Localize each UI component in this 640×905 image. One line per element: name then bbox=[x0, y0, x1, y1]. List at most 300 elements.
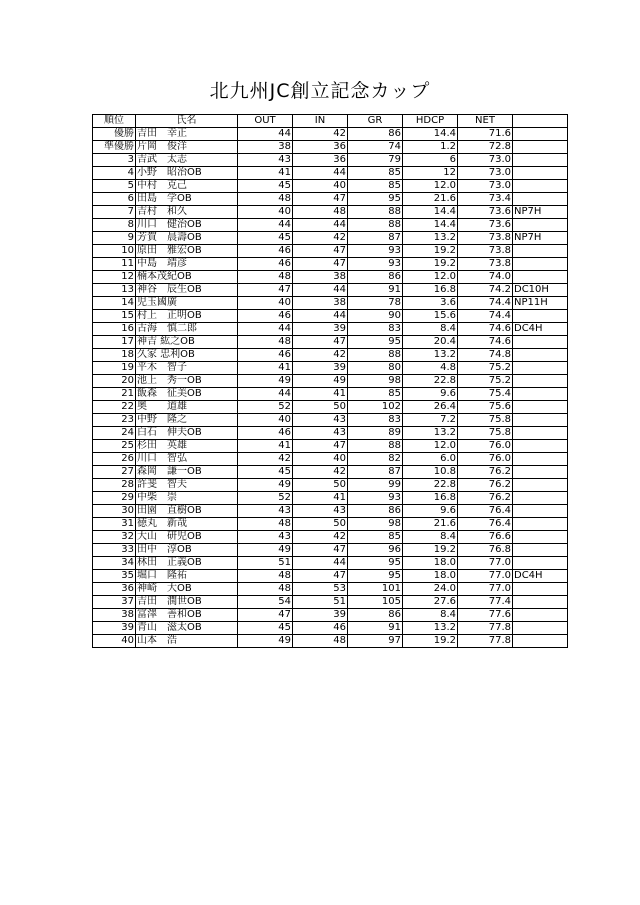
out-cell: 45 bbox=[238, 466, 293, 479]
hdcp-cell: 10.8 bbox=[403, 466, 458, 479]
in-cell: 43 bbox=[293, 427, 348, 440]
note-cell bbox=[513, 310, 568, 323]
gross-cell: 85 bbox=[348, 167, 403, 180]
name-cell: 許斐 智夫 bbox=[136, 479, 238, 492]
in-cell: 42 bbox=[293, 466, 348, 479]
table-row bbox=[93, 323, 568, 336]
gross-cell: 95 bbox=[348, 336, 403, 349]
in-cell: 38 bbox=[293, 271, 348, 284]
in-cell: 39 bbox=[293, 362, 348, 375]
in-cell: 48 bbox=[293, 206, 348, 219]
hdcp-cell: 16.8 bbox=[403, 492, 458, 505]
in-cell: 39 bbox=[293, 323, 348, 336]
gross-cell: 86 bbox=[348, 271, 403, 284]
rank-cell: 優勝 bbox=[93, 128, 136, 141]
net-cell: 76.0 bbox=[458, 453, 513, 466]
rank-cell: 14 bbox=[93, 297, 136, 310]
hdcp-cell: 14.4 bbox=[403, 219, 458, 232]
net-cell: 75.8 bbox=[458, 427, 513, 440]
net-cell: 74.0 bbox=[458, 271, 513, 284]
rank-cell: 9 bbox=[93, 232, 136, 245]
hdcp-cell: 13.2 bbox=[403, 349, 458, 362]
out-cell: 46 bbox=[238, 310, 293, 323]
in-cell: 47 bbox=[293, 570, 348, 583]
note-cell bbox=[513, 479, 568, 492]
gross-cell: 82 bbox=[348, 453, 403, 466]
net-cell: 73.0 bbox=[458, 180, 513, 193]
table-row bbox=[93, 362, 568, 375]
table-row bbox=[93, 180, 568, 193]
header-net: NET bbox=[458, 115, 513, 128]
gross-cell: 88 bbox=[348, 349, 403, 362]
hdcp-cell: 9.6 bbox=[403, 388, 458, 401]
table-row bbox=[93, 167, 568, 180]
rank-cell: 28 bbox=[93, 479, 136, 492]
in-cell: 36 bbox=[293, 154, 348, 167]
name-cell: 古海 慎二郎 bbox=[136, 323, 238, 336]
hdcp-cell: 19.2 bbox=[403, 258, 458, 271]
net-cell: 74.6 bbox=[458, 336, 513, 349]
rank-cell: 8 bbox=[93, 219, 136, 232]
net-cell: 74.8 bbox=[458, 349, 513, 362]
hdcp-cell: 16.8 bbox=[403, 284, 458, 297]
hdcp-cell: 8.4 bbox=[403, 609, 458, 622]
rank-cell: 準優勝 bbox=[93, 141, 136, 154]
out-cell: 45 bbox=[238, 232, 293, 245]
rank-cell: 33 bbox=[93, 544, 136, 557]
note-cell bbox=[513, 401, 568, 414]
table-row bbox=[93, 531, 568, 544]
note-cell: DC4H bbox=[513, 323, 568, 336]
in-cell: 40 bbox=[293, 180, 348, 193]
in-cell: 42 bbox=[293, 349, 348, 362]
in-cell: 36 bbox=[293, 141, 348, 154]
note-cell bbox=[513, 635, 568, 648]
name-cell: 大山 研児OB bbox=[136, 531, 238, 544]
note-cell bbox=[513, 258, 568, 271]
name-cell: 久家 忠利OB bbox=[136, 349, 238, 362]
out-cell: 40 bbox=[238, 297, 293, 310]
out-cell: 47 bbox=[238, 609, 293, 622]
gross-cell: 98 bbox=[348, 375, 403, 388]
header-in: IN bbox=[293, 115, 348, 128]
out-cell: 48 bbox=[238, 336, 293, 349]
hdcp-cell: 18.0 bbox=[403, 570, 458, 583]
name-cell: 平木 智子 bbox=[136, 362, 238, 375]
note-cell bbox=[513, 440, 568, 453]
table-row bbox=[93, 128, 568, 141]
name-cell: 吉村 和久 bbox=[136, 206, 238, 219]
gross-cell: 88 bbox=[348, 219, 403, 232]
name-cell: 山本 浩 bbox=[136, 635, 238, 648]
name-cell: 楠本茂紀OB bbox=[136, 271, 238, 284]
in-cell: 44 bbox=[293, 219, 348, 232]
header-note bbox=[513, 115, 568, 128]
name-cell: 田島 学OB bbox=[136, 193, 238, 206]
net-cell: 74.6 bbox=[458, 323, 513, 336]
rank-cell: 37 bbox=[93, 596, 136, 609]
net-cell: 73.8 bbox=[458, 258, 513, 271]
out-cell: 43 bbox=[238, 505, 293, 518]
hdcp-cell: 8.4 bbox=[403, 323, 458, 336]
rank-cell: 39 bbox=[93, 622, 136, 635]
table-row bbox=[93, 596, 568, 609]
name-cell: 徳丸 新哉 bbox=[136, 518, 238, 531]
in-cell: 47 bbox=[293, 544, 348, 557]
name-cell: 吉田 潤世OB bbox=[136, 596, 238, 609]
hdcp-cell: 3.6 bbox=[403, 297, 458, 310]
hdcp-cell: 7.2 bbox=[403, 414, 458, 427]
gross-cell: 90 bbox=[348, 310, 403, 323]
out-cell: 46 bbox=[238, 427, 293, 440]
in-cell: 48 bbox=[293, 635, 348, 648]
header-row bbox=[93, 115, 568, 128]
note-cell bbox=[513, 518, 568, 531]
net-cell: 73.8 bbox=[458, 245, 513, 258]
in-cell: 43 bbox=[293, 505, 348, 518]
net-cell: 74.2 bbox=[458, 284, 513, 297]
note-cell bbox=[513, 154, 568, 167]
net-cell: 76.2 bbox=[458, 479, 513, 492]
note-cell bbox=[513, 453, 568, 466]
name-cell: 富澤 善和OB bbox=[136, 609, 238, 622]
name-cell: 杉田 英雄 bbox=[136, 440, 238, 453]
net-cell: 74.4 bbox=[458, 310, 513, 323]
results-body bbox=[93, 128, 568, 648]
note-cell bbox=[513, 557, 568, 570]
gross-cell: 88 bbox=[348, 206, 403, 219]
hdcp-cell: 18.0 bbox=[403, 557, 458, 570]
net-cell: 73.4 bbox=[458, 193, 513, 206]
net-cell: 77.0 bbox=[458, 557, 513, 570]
out-cell: 49 bbox=[238, 635, 293, 648]
name-cell: 村上 正明OB bbox=[136, 310, 238, 323]
hdcp-cell: 13.2 bbox=[403, 232, 458, 245]
header-out: OUT bbox=[238, 115, 293, 128]
document-title: 北九州JC創立記念カップ bbox=[209, 80, 431, 102]
gross-cell: 91 bbox=[348, 284, 403, 297]
out-cell: 41 bbox=[238, 167, 293, 180]
net-cell: 76.2 bbox=[458, 466, 513, 479]
gross-cell: 93 bbox=[348, 492, 403, 505]
in-cell: 39 bbox=[293, 609, 348, 622]
note-cell: NP7H bbox=[513, 232, 568, 245]
out-cell: 46 bbox=[238, 258, 293, 271]
net-cell: 77.0 bbox=[458, 583, 513, 596]
name-cell: 原田 雅宏OB bbox=[136, 245, 238, 258]
table-row bbox=[93, 544, 568, 557]
out-cell: 38 bbox=[238, 141, 293, 154]
header-name: 氏名 bbox=[136, 115, 238, 128]
name-cell: 中野 隆之 bbox=[136, 414, 238, 427]
gross-cell: 99 bbox=[348, 479, 403, 492]
gross-cell: 95 bbox=[348, 557, 403, 570]
out-cell: 49 bbox=[238, 544, 293, 557]
out-cell: 47 bbox=[238, 284, 293, 297]
note-cell bbox=[513, 219, 568, 232]
note-cell bbox=[513, 609, 568, 622]
hdcp-cell: 14.4 bbox=[403, 128, 458, 141]
in-cell: 44 bbox=[293, 557, 348, 570]
name-cell: 堀口 隆祐 bbox=[136, 570, 238, 583]
out-cell: 46 bbox=[238, 349, 293, 362]
net-cell: 73.6 bbox=[458, 206, 513, 219]
in-cell: 42 bbox=[293, 128, 348, 141]
name-cell: 池上 秀一OB bbox=[136, 375, 238, 388]
out-cell: 48 bbox=[238, 271, 293, 284]
name-cell: 林田 正義OB bbox=[136, 557, 238, 570]
gross-cell: 80 bbox=[348, 362, 403, 375]
note-cell bbox=[513, 622, 568, 635]
rank-cell: 38 bbox=[93, 609, 136, 622]
note-cell bbox=[513, 245, 568, 258]
rank-cell: 13 bbox=[93, 284, 136, 297]
out-cell: 54 bbox=[238, 596, 293, 609]
table-row bbox=[93, 388, 568, 401]
hdcp-cell: 12.0 bbox=[403, 180, 458, 193]
header-rank: 順位 bbox=[93, 115, 136, 128]
hdcp-cell: 19.2 bbox=[403, 245, 458, 258]
name-cell: 神吉 紘之OB bbox=[136, 336, 238, 349]
rank-cell: 23 bbox=[93, 414, 136, 427]
rank-cell: 26 bbox=[93, 453, 136, 466]
gross-cell: 89 bbox=[348, 427, 403, 440]
net-cell: 76.0 bbox=[458, 440, 513, 453]
in-cell: 49 bbox=[293, 375, 348, 388]
rank-cell: 21 bbox=[93, 388, 136, 401]
gross-cell: 97 bbox=[348, 635, 403, 648]
gross-cell: 79 bbox=[348, 154, 403, 167]
gross-cell: 74 bbox=[348, 141, 403, 154]
hdcp-cell: 24.0 bbox=[403, 583, 458, 596]
note-cell bbox=[513, 336, 568, 349]
gross-cell: 83 bbox=[348, 414, 403, 427]
rank-cell: 32 bbox=[93, 531, 136, 544]
note-cell bbox=[513, 505, 568, 518]
out-cell: 43 bbox=[238, 154, 293, 167]
net-cell: 72.8 bbox=[458, 141, 513, 154]
in-cell: 41 bbox=[293, 388, 348, 401]
table-row bbox=[93, 635, 568, 648]
out-cell: 49 bbox=[238, 479, 293, 492]
name-cell: 芳賀 晨壽OB bbox=[136, 232, 238, 245]
out-cell: 44 bbox=[238, 388, 293, 401]
note-cell bbox=[513, 388, 568, 401]
in-cell: 47 bbox=[293, 258, 348, 271]
rank-cell: 18 bbox=[93, 349, 136, 362]
table-row bbox=[93, 245, 568, 258]
hdcp-cell: 8.4 bbox=[403, 531, 458, 544]
hdcp-cell: 13.2 bbox=[403, 427, 458, 440]
name-cell: 奥 道雄 bbox=[136, 401, 238, 414]
name-cell: 中柴 崇 bbox=[136, 492, 238, 505]
gross-cell: 85 bbox=[348, 531, 403, 544]
out-cell: 51 bbox=[238, 557, 293, 570]
out-cell: 52 bbox=[238, 492, 293, 505]
gross-cell: 95 bbox=[348, 193, 403, 206]
note-cell bbox=[513, 349, 568, 362]
net-cell: 73.0 bbox=[458, 167, 513, 180]
in-cell: 44 bbox=[293, 167, 348, 180]
gross-cell: 88 bbox=[348, 440, 403, 453]
in-cell: 46 bbox=[293, 622, 348, 635]
hdcp-cell: 6.0 bbox=[403, 453, 458, 466]
net-cell: 76.6 bbox=[458, 531, 513, 544]
note-cell bbox=[513, 180, 568, 193]
net-cell: 76.2 bbox=[458, 492, 513, 505]
name-cell: 田園 直樹OB bbox=[136, 505, 238, 518]
in-cell: 40 bbox=[293, 453, 348, 466]
note-cell bbox=[513, 362, 568, 375]
out-cell: 45 bbox=[238, 180, 293, 193]
net-cell: 73.0 bbox=[458, 154, 513, 167]
out-cell: 48 bbox=[238, 193, 293, 206]
note-cell bbox=[513, 141, 568, 154]
note-cell bbox=[513, 271, 568, 284]
name-cell: 青山 滋太OB bbox=[136, 622, 238, 635]
net-cell: 76.4 bbox=[458, 505, 513, 518]
in-cell: 47 bbox=[293, 245, 348, 258]
net-cell: 74.4 bbox=[458, 297, 513, 310]
rank-cell: 20 bbox=[93, 375, 136, 388]
note-cell bbox=[513, 492, 568, 505]
table-row bbox=[93, 258, 568, 271]
gross-cell: 85 bbox=[348, 388, 403, 401]
name-cell: 小野 昭治OB bbox=[136, 167, 238, 180]
name-cell: 飯森 征美OB bbox=[136, 388, 238, 401]
table-row bbox=[93, 401, 568, 414]
net-cell: 77.4 bbox=[458, 596, 513, 609]
gross-cell: 93 bbox=[348, 245, 403, 258]
name-cell: 川口 健治OB bbox=[136, 219, 238, 232]
net-cell: 71.6 bbox=[458, 128, 513, 141]
note-cell bbox=[513, 427, 568, 440]
in-cell: 42 bbox=[293, 531, 348, 544]
rank-cell: 6 bbox=[93, 193, 136, 206]
table-row bbox=[93, 141, 568, 154]
name-cell: 田中 淳OB bbox=[136, 544, 238, 557]
table-row bbox=[93, 440, 568, 453]
out-cell: 40 bbox=[238, 206, 293, 219]
rank-cell: 7 bbox=[93, 206, 136, 219]
table-row bbox=[93, 583, 568, 596]
name-cell: 児玉國廣 bbox=[136, 297, 238, 310]
hdcp-cell: 6 bbox=[403, 154, 458, 167]
net-cell: 77.8 bbox=[458, 622, 513, 635]
hdcp-cell: 22.8 bbox=[403, 375, 458, 388]
hdcp-cell: 4.8 bbox=[403, 362, 458, 375]
in-cell: 42 bbox=[293, 232, 348, 245]
table-row bbox=[93, 206, 568, 219]
rank-cell: 22 bbox=[93, 401, 136, 414]
in-cell: 50 bbox=[293, 518, 348, 531]
gross-cell: 93 bbox=[348, 258, 403, 271]
rank-cell: 40 bbox=[93, 635, 136, 648]
rank-cell: 10 bbox=[93, 245, 136, 258]
note-cell bbox=[513, 375, 568, 388]
gross-cell: 85 bbox=[348, 180, 403, 193]
in-cell: 47 bbox=[293, 193, 348, 206]
out-cell: 44 bbox=[238, 128, 293, 141]
note-cell bbox=[513, 128, 568, 141]
in-cell: 50 bbox=[293, 401, 348, 414]
out-cell: 49 bbox=[238, 375, 293, 388]
net-cell: 76.8 bbox=[458, 544, 513, 557]
table-row bbox=[93, 297, 568, 310]
table-row bbox=[93, 232, 568, 245]
gross-cell: 86 bbox=[348, 505, 403, 518]
out-cell: 45 bbox=[238, 622, 293, 635]
table-row bbox=[93, 453, 568, 466]
name-cell: 中島 靖彦 bbox=[136, 258, 238, 271]
rank-cell: 30 bbox=[93, 505, 136, 518]
note-cell bbox=[513, 193, 568, 206]
gross-cell: 91 bbox=[348, 622, 403, 635]
gross-cell: 83 bbox=[348, 323, 403, 336]
hdcp-cell: 1.2 bbox=[403, 141, 458, 154]
hdcp-cell: 9.6 bbox=[403, 505, 458, 518]
hdcp-cell: 22.8 bbox=[403, 479, 458, 492]
out-cell: 41 bbox=[238, 440, 293, 453]
in-cell: 44 bbox=[293, 310, 348, 323]
rank-cell: 27 bbox=[93, 466, 136, 479]
rank-cell: 17 bbox=[93, 336, 136, 349]
out-cell: 44 bbox=[238, 219, 293, 232]
table-row bbox=[93, 622, 568, 635]
hdcp-cell: 19.2 bbox=[403, 635, 458, 648]
gross-cell: 95 bbox=[348, 570, 403, 583]
gross-cell: 98 bbox=[348, 518, 403, 531]
gross-cell: 102 bbox=[348, 401, 403, 414]
hdcp-cell: 19.2 bbox=[403, 544, 458, 557]
rank-cell: 36 bbox=[93, 583, 136, 596]
hdcp-cell: 14.4 bbox=[403, 206, 458, 219]
table-row bbox=[93, 414, 568, 427]
rank-cell: 19 bbox=[93, 362, 136, 375]
table-row bbox=[93, 219, 568, 232]
hdcp-cell: 27.6 bbox=[403, 596, 458, 609]
gross-cell: 86 bbox=[348, 609, 403, 622]
in-cell: 44 bbox=[293, 284, 348, 297]
rank-cell: 15 bbox=[93, 310, 136, 323]
gross-cell: 87 bbox=[348, 466, 403, 479]
table-row bbox=[93, 492, 568, 505]
in-cell: 50 bbox=[293, 479, 348, 492]
net-cell: 77.6 bbox=[458, 609, 513, 622]
name-cell: 森岡 謙一OB bbox=[136, 466, 238, 479]
hdcp-cell: 15.6 bbox=[403, 310, 458, 323]
note-cell: NP11H bbox=[513, 297, 568, 310]
net-cell: 73.8 bbox=[458, 232, 513, 245]
in-cell: 43 bbox=[293, 414, 348, 427]
rank-cell: 35 bbox=[93, 570, 136, 583]
hdcp-cell: 12.0 bbox=[403, 271, 458, 284]
net-cell: 75.4 bbox=[458, 388, 513, 401]
rank-cell: 11 bbox=[93, 258, 136, 271]
name-cell: 片岡 俊洋 bbox=[136, 141, 238, 154]
table-row bbox=[93, 466, 568, 479]
gross-cell: 101 bbox=[348, 583, 403, 596]
table-row bbox=[93, 505, 568, 518]
table-row bbox=[93, 284, 568, 297]
note-cell bbox=[513, 531, 568, 544]
name-cell: 白石 伸夫OB bbox=[136, 427, 238, 440]
note-cell bbox=[513, 544, 568, 557]
name-cell: 吉田 幸正 bbox=[136, 128, 238, 141]
hdcp-cell: 12.0 bbox=[403, 440, 458, 453]
results-table bbox=[92, 114, 568, 648]
note-cell: DC4H bbox=[513, 570, 568, 583]
